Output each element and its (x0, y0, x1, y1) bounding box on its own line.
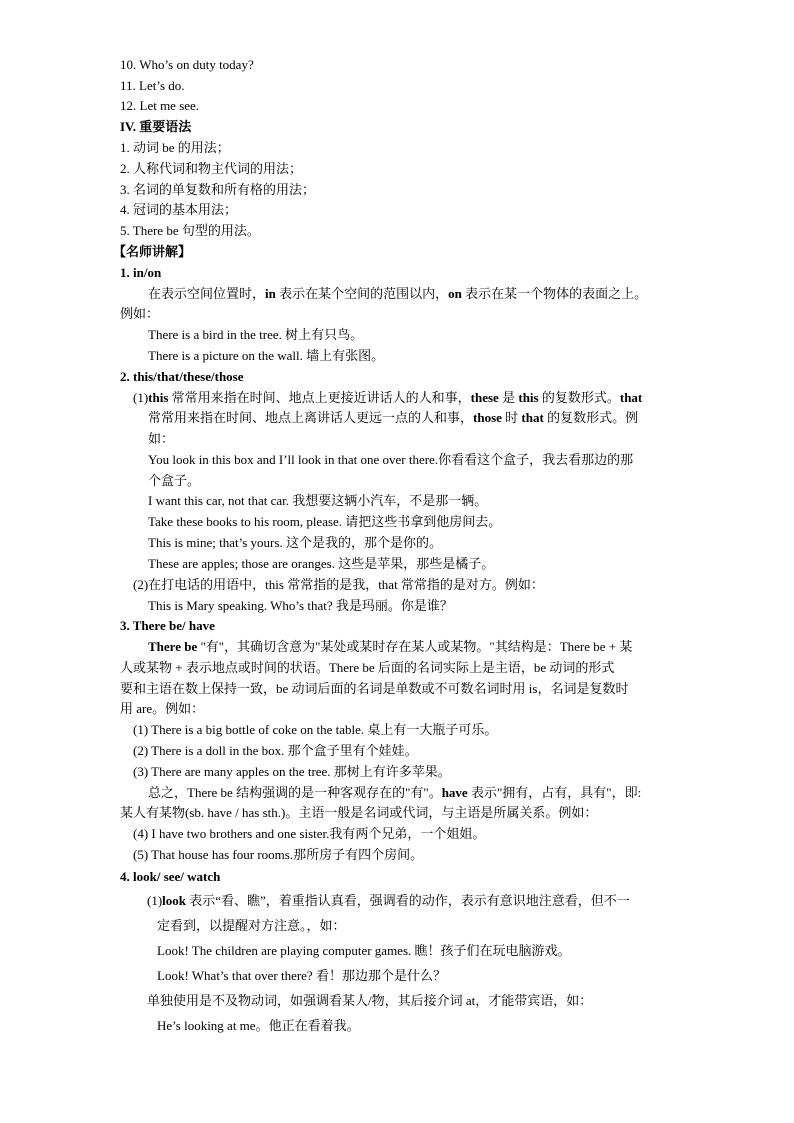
list-item: 5. There be 句型的用法。 (120, 223, 260, 238)
paragraph-line: 定看到，以提醒对方注意。，如： (157, 918, 346, 933)
example-sentence: There is a picture on the wall. 墙上有张图。 (148, 348, 385, 363)
paragraph-line: (1)this 常常用来指在时间、地点上更接近讲话人的人和事，these 是 this 的复数形式。that (133, 390, 643, 405)
paragraph-line: 某人有某物(sb. have / has sth.)。主语一般是名词或代词，与主语是所属关系。例如： (120, 805, 598, 820)
example-sentence: I want this car, not that car. 我想要这辆小汽车，不是那一辆。 (148, 493, 488, 508)
paragraph-line: 总之，There be 结构强调的是一种客观存在的"有"。have 表示"拥有，占有，具有"，即: (148, 785, 642, 800)
section-heading-teacher: 【名师讲解】 (113, 244, 192, 259)
example-sentence: (2) There is a doll in the box. 那个盒子里有个娃娃。 (133, 743, 418, 758)
subsection-heading: 4. look/ see/ watch (120, 869, 221, 884)
example-sentence: There is a bird in the tree. 树上有只鸟。 (148, 327, 364, 342)
list-item: 1. 动词 be 的用法； (120, 140, 230, 155)
list-item: 10. Who’s on duty today? (120, 57, 254, 72)
paragraph-line: 要和主语在数上保持一致，be 动词后面的名词是单数或不可数名词时用 is，名词是复数时 (120, 681, 629, 696)
list-item: 4. 冠词的基本用法； (120, 202, 238, 217)
subsection-heading: 2. this/that/these/those (120, 369, 244, 384)
paragraph-line: 人或某物 + 表示地点或时间的状语。There be 后面的名词实际上是主语，be 动词的形式 (120, 660, 615, 675)
example-sentence: He’s looking at me。他正在看着我。 (157, 1018, 360, 1033)
example-sentence: Look! What’s that over there? 看！那边那个是什么？ (157, 968, 446, 983)
list-item: 2. 人称代词和物主代词的用法； (120, 161, 303, 176)
example-sentence: 个盒子。 (148, 473, 201, 488)
subsection-heading: 3. There be/ have (120, 618, 215, 633)
list-item: 3. 名词的单复数和所有格的用法； (120, 182, 316, 197)
example-sentence: (3) There are many apples on the tree. 那树上有许多苹果。 (133, 764, 451, 779)
paragraph-line: 用 are。例如： (120, 701, 205, 716)
example-sentence: (1) There is a big bottle of coke on the table. 桌上有一大瓶子可乐。 (133, 722, 498, 737)
paragraph-line: There be "有"，其确切含意为"某处或某时存在某人或某物。"其结构是：There be + 某 (148, 639, 633, 654)
example-sentence: Take these books to his room, please. 请把这些书拿到他房间去。 (148, 514, 502, 529)
list-item: 11. Let’s do. (120, 78, 185, 93)
example-sentence: You look in this box and I’ll look in that one over there.你看看这个盒子，我去看那边的那 (148, 452, 634, 467)
section-heading-grammar: IV. 重要语法 (120, 119, 192, 134)
paragraph-line: (1)look 表示“看、瞧”，着重指认真看，强调看的动作，表示有意识地注意看，但不一 (147, 893, 630, 908)
paragraph-line: 如： (148, 431, 175, 446)
paragraph-line: (2)在打电话的用语中，this 常常指的是我，that 常常指的是对方。例如： (133, 577, 544, 592)
paragraph-line: 例如： (120, 306, 160, 321)
subsection-heading: 1. in/on (120, 265, 162, 280)
paragraph-line: 单独使用是不及物动词，如强调看某人/物，其后接介词 at，才能带宾语，如： (147, 993, 593, 1008)
paragraph-line: 在表示空间位置时，in 表示在某个空间的范围以内，on 表示在某一个物体的表面之上。 (148, 286, 648, 301)
example-sentence: (5) That house has four rooms.那所房子有四个房间。 (133, 847, 424, 862)
example-sentence: Look! The children are playing computer games. 瞧！孩子们在玩电脑游戏。 (157, 943, 571, 958)
example-sentence: These are apples; those are oranges. 这些是苹果，那些是橘子。 (148, 556, 495, 571)
example-sentence: This is mine; that’s yours. 这个是我的，那个是你的。 (148, 535, 442, 550)
paragraph-line: 常常用来指在时间、地点上离讲话人更远一点的人和事，those 时 that 的复数形式。例 (148, 410, 639, 425)
example-sentence: This is Mary speaking. Who’s that? 我是玛丽。你是谁？ (148, 598, 453, 613)
example-sentence: (4) I have two brothers and one sister.我有两个兄弟，一个姐姐。 (133, 826, 486, 841)
list-item: 12. Let me see. (120, 98, 200, 113)
